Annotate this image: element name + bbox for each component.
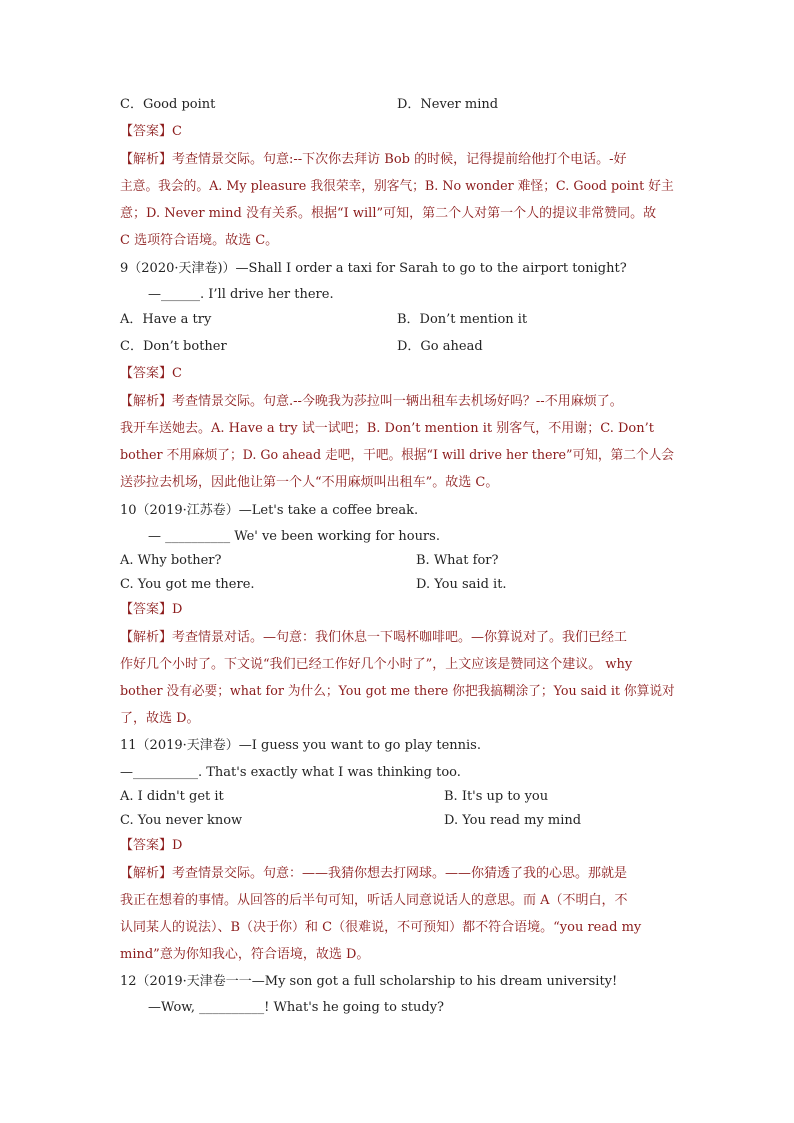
- q9-analysis-line: bother 不用麻烦了；D. Go ahead 走吧，干吧。根据“I will drive her there”可知，第二个人会: [120, 448, 674, 463]
- q8-option-d: D．Never mind: [397, 97, 499, 112]
- q11-option-c: C. You never know: [120, 813, 243, 828]
- q11-analysis-line: mind”意为你知我心，符合语境，故选 D。: [120, 947, 370, 962]
- q11-answer: 【答案】D: [120, 838, 183, 853]
- q9-analysis-line: 送莎拉去机场，因此他让第一个人“不用麻烦叫出租车”。故选 C。: [120, 475, 499, 490]
- q8-answer: 【答案】C: [120, 124, 182, 139]
- q9-option-c: C．Don’t bother: [120, 339, 227, 354]
- q10-option-a: A. Why bother?: [120, 553, 222, 568]
- q8-analysis-line: C 选项符合语境。故选 C。: [120, 233, 279, 248]
- q9-reply: —______. I’ll drive her there.: [148, 287, 334, 302]
- q10-option-c: C. You got me there.: [120, 577, 255, 592]
- q9-option-d: D．Go ahead: [397, 339, 483, 354]
- q9-answer: 【答案】C: [120, 366, 182, 381]
- q9-option-a: A．Have a try: [120, 312, 212, 327]
- q10-stem: 10（2019·江苏卷）—Let's take a coffee break.: [120, 503, 419, 518]
- q11-option-d: D. You read my mind: [444, 813, 582, 828]
- q9-option-b: B．Don’t mention it: [397, 312, 528, 327]
- q11-option-b: B. It's up to you: [444, 789, 549, 804]
- q11-analysis-line: 我正在想着的事情。从回答的后半句可知，听话人同意说话人的意思。而 A（不明白，不: [120, 893, 628, 908]
- q10-analysis-line: 作好几个小时了。下文说“我们已经工作好几个小时了”，上文应该是赞同这个建议。 why: [120, 657, 633, 672]
- q9-analysis-line: 我开车送她去。A. Have a try 试一试吧；B. Don’t mention it 别客气，不用谢；C. Don’t: [120, 421, 654, 436]
- q9-stem: 9（2020·天津卷)）—Shall I order a taxi for Sarah to go to the airport tonight?: [120, 261, 627, 276]
- q9-analysis-line: 【解析】考查情景交际。句意.--今晚我为莎拉叫一辆出租车去机场好吗？--不用麻烦了。: [120, 394, 623, 409]
- q10-answer: 【答案】D: [120, 602, 183, 617]
- q10-analysis-line: 【解析】考查情景对话。—句意：我们休息一下喝杯咖啡吧。—你算说对了。我们已经工: [120, 630, 628, 645]
- q10-option-d: D. You said it.: [416, 577, 507, 592]
- q8-option-c: C．Good point: [120, 97, 216, 112]
- q11-option-a: A. I didn't get it: [120, 789, 224, 804]
- q11-analysis-line: 【解析】考查情景交际。句意：——我猜你想去打网球。——你猜透了我的心思。那就是: [120, 866, 628, 881]
- q11-stem: 11（2019·天津卷）—I guess you want to go play tennis.: [120, 738, 481, 753]
- q8-analysis-line: 【解析】考查情景交际。句意:--下次你去拜访 Bob 的时候，记得提前给他打个电话。-好: [120, 152, 627, 167]
- q8-analysis-line: 意；D. Never mind 没有关系。根据“I will”可知，第二个人对第一个人的提议非常赞同。故: [120, 206, 657, 221]
- q8-analysis-line: 主意。我会的。A. My pleasure 我很荣幸，别客气；B. No wonder 难怪；C. Good point 好主: [120, 179, 674, 194]
- q11-analysis-line: 认同某人的说法）、B（决于你）和 C（很难说，不可预知）都不符合语境。“you read my: [120, 920, 642, 935]
- q12-reply: —Wow, __________! What's he going to study?: [148, 1000, 445, 1015]
- q10-reply: — __________ We' ve been working for hours.: [148, 529, 440, 544]
- q11-reply: —__________. That's exactly what I was thinking too.: [120, 765, 461, 780]
- q12-stem: 12（2019·天津卷一一—My son got a full scholarship to his dream university!: [120, 974, 618, 989]
- q10-analysis-line: 了，故选 D。: [120, 711, 200, 726]
- q10-option-b: B. What for?: [416, 553, 499, 568]
- q10-analysis-line: bother 没有必要；what for 为什么；You got me there 你把我搞糊涂了；You said it 你算说对: [120, 684, 675, 699]
